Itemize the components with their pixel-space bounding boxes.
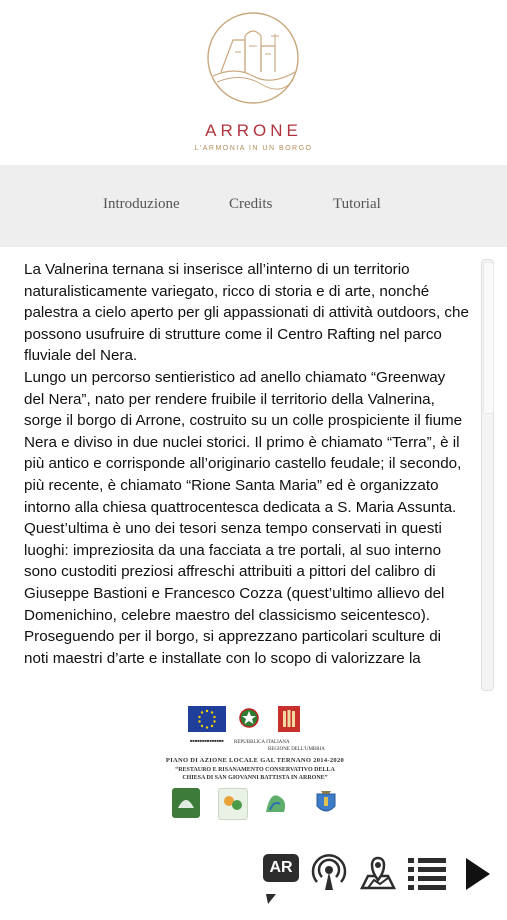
bottom-toolbar [0, 848, 507, 900]
list-menu-icon[interactable] [406, 852, 448, 892]
ar-icon-tail [262, 880, 282, 920]
audio-broadcast-icon[interactable] [310, 852, 348, 892]
eu-flag-icon [188, 706, 226, 732]
app-subtitle: L'ARMONIA IN UN BORGO [194, 145, 313, 152]
arrone-logo-icon [205, 10, 301, 106]
ar-icon[interactable]: AR [263, 854, 299, 882]
tab-introduzione[interactable]: Introduzione [103, 196, 180, 212]
intro-paragraph: Quest’ultima è uno dei tesori senza tempo conservati in questi luoghi: impreziosita da una facciata a tre portali, al suo interno sono custoditi preziosi affreschi attribuiti a pittori del calibro di Giuseppe Bastioni e Francesco Cozza (quest’ultimo allievo del Domenichino, celebre maestro del classicismo seicentesco). [24, 520, 445, 624]
sponsor-block: ■■■■■■■■■■■■■■ REPUBBLICA ITALIANA REGIONE DELL'UMBRIA PIANO DI AZIONE LOCALE GAL TERNANO 2014-2020 “RESTAURO E RISANAMENTO CONSERVATIVO DELLA CHIESA DI SAN GIOVANNI BATTISTA IN ARRONE” [150, 702, 360, 832]
leader-logo-icon [172, 788, 200, 818]
play-icon[interactable] [462, 852, 494, 892]
app-title: ARRONE [205, 121, 302, 140]
scrollbar[interactable] [481, 259, 494, 691]
header [0, 0, 507, 165]
intro-text-scroll[interactable] [24, 259, 469, 691]
gal-logo-icon [218, 788, 248, 820]
project-title-line2: CHIESA DI SAN GIOVANNI BATTISTA IN ARRONE” [182, 775, 328, 781]
caption-regione: REGIONE DELL'UMBRIA [268, 747, 325, 752]
scrollbar-thumb[interactable] [483, 262, 494, 414]
tab-bar [0, 165, 507, 247]
gal-ternano-logo-icon [262, 788, 290, 818]
intro-paragraph: Proseguendo per il borgo, si apprezzano particolari sculture di noti maestri d’arte e installate con lo scopo di valorizzare la [24, 628, 442, 667]
plan-title: PIANO DI AZIONE LOCALE GAL TERNANO 2014-2020 [165, 757, 345, 764]
intro-paragraph: La Valnerina ternana si inserisce all’interno di un territorio naturalisticamente variegato, ricco di storia e di arte, nonché palestra a cielo aperto per gli appassionati di attività outdoors, che possono usufruire di strutture come il Centro Rafting nel parco fluviale del Nera. [24, 261, 469, 365]
arrone-coat-of-arms-icon [312, 788, 340, 818]
tab-tutorial[interactable]: Tutorial [333, 196, 381, 212]
caption-repubblica: REPUBBLICA ITALIANA [234, 740, 290, 745]
intro-paragraph: Lungo un percorso sentieristico ad anello chiamato “Greenway del Nera”, nato per rendere fruibile il territorio della Valnerina, sorge il borgo di Arrone, costruito su un colle prospiciente il fiume Nera e diviso in due nuclei storici. Il primo è chiamato “Terra”, è il più antico e corrisponde all’originario castello feudale; il secondo, più recente, è chiamato “Rione Santa Maria” ed è organizzato intorno alla chiesa quattrocentesca dedicata a S. Maria Assunta. [24, 368, 463, 516]
project-title-line1: “RESTAURO E RISANAMENTO CONSERVATIVO DELLA [175, 767, 335, 773]
italy-emblem-icon [238, 706, 260, 732]
tab-credits[interactable]: Credits [229, 196, 273, 212]
map-location-icon[interactable] [358, 852, 398, 892]
umbria-flag-icon [278, 706, 300, 732]
